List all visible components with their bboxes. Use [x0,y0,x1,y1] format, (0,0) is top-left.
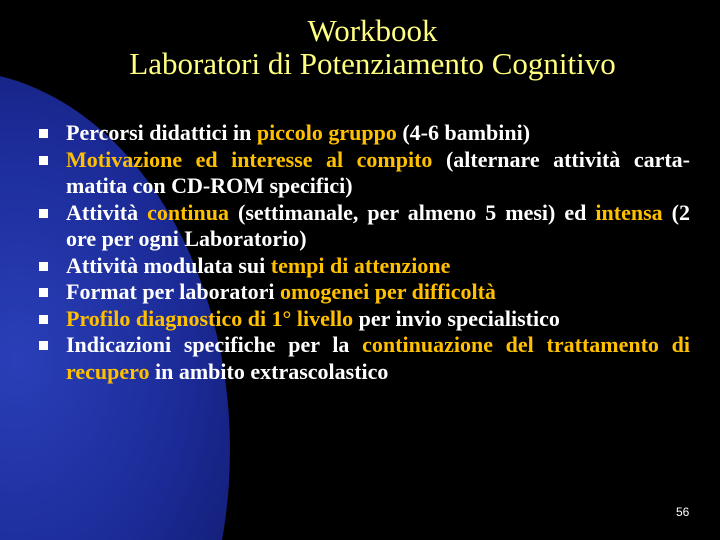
highlighted-text: piccolo gruppo [256,120,397,145]
bullet-text: Format per laboratori [66,279,281,304]
title-line-1: Workbook [307,13,438,48]
slide-title [0,14,720,80]
bullet-text: in ambito extrascolastico [149,358,389,384]
bullet-item [0,253,690,280]
bullet-text: Percorsi didattici in [66,120,257,145]
bullet-item [0,147,690,200]
bullet-text: Attività modulata sui [66,252,271,278]
bullet-item [0,120,690,147]
bullet-text: Indicazioni specifiche per la [66,332,363,357]
square-bullet-icon [39,209,48,218]
bullet-item [0,332,690,385]
bullet-list [0,120,720,385]
bullet-item [0,279,690,306]
bullet-text: (alternare attività carta-matita con CD-ROM specifici) [66,146,690,198]
highlighted-text: continuazione del trattamento di recupero [66,332,690,384]
highlighted-text: Profilo diagnostico di 1° livello [66,305,354,331]
square-bullet-icon [39,315,48,324]
square-bullet-icon [39,288,48,297]
bullet-item [0,306,690,333]
highlighted-text: tempi di attenzione [270,252,451,278]
bullet-text: (4-6 bambini) [396,120,531,145]
square-bullet-icon [39,156,48,165]
bullet-text: (2 ore per ogni Laboratorio) [66,199,690,251]
highlighted-text: omogenei per difficoltà [280,279,496,304]
square-bullet-icon [39,341,48,350]
square-bullet-icon [39,129,48,138]
square-bullet-icon [39,262,48,271]
bullet-item [0,200,690,253]
bullet-text: (settimanale, per almeno 5 mesi) ed [229,199,596,225]
highlighted-text: intensa [595,199,663,225]
page-number: 56 [676,505,690,519]
highlighted-text: continua [147,199,230,225]
title-line-2: Laboratori di Potenziamento Cognitivo [129,46,616,81]
bullet-text: per invio specialistico [353,305,560,331]
bullet-text: Attività [66,199,148,225]
highlighted-text: Motivazione ed interesse al compito [66,146,433,172]
